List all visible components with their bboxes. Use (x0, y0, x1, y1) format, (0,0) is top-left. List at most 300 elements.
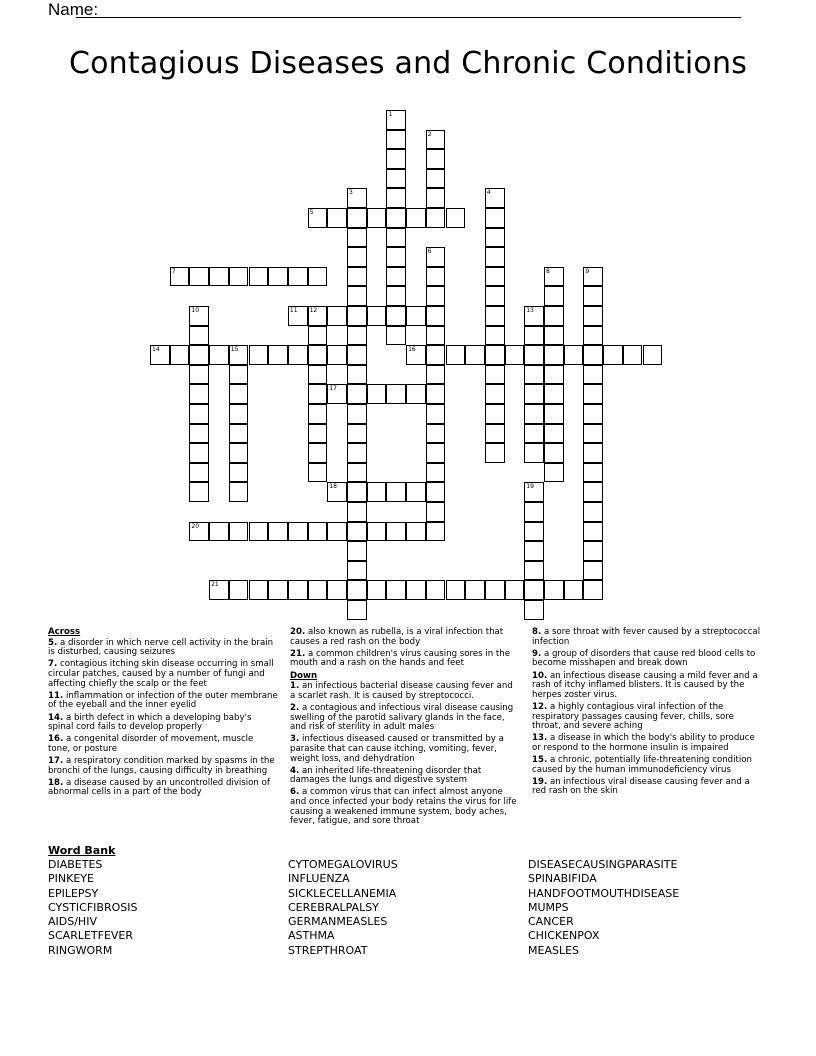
grid-cell[interactable] (386, 286, 406, 306)
grid-cell[interactable] (229, 424, 249, 444)
clue-item (290, 735, 520, 764)
clue-item (48, 735, 278, 754)
grid-cell[interactable] (150, 345, 170, 365)
grid-cell[interactable] (583, 345, 603, 365)
grid-cell[interactable] (386, 149, 406, 169)
grid-cell[interactable] (249, 522, 269, 542)
grid-cell[interactable] (426, 502, 446, 522)
word-bank-column-3 (528, 858, 679, 958)
grid-cell[interactable] (347, 502, 367, 522)
clue-number: 8. (532, 627, 542, 637)
clue-number-label: 16 (408, 346, 416, 354)
word-bank-entry: DIABETES (48, 858, 103, 871)
clue-text: an inherited life-threatening disorder that damages the lungs and digestive system (290, 765, 482, 786)
grid-cell[interactable] (485, 286, 505, 306)
grid-cell[interactable] (485, 306, 505, 326)
grid-cell[interactable] (426, 286, 446, 306)
grid-cell[interactable] (229, 345, 249, 365)
grid-cell[interactable] (505, 580, 525, 600)
grid-cell[interactable] (347, 404, 367, 424)
clue-number-label: 19 (526, 483, 534, 491)
grid-cell[interactable] (189, 326, 209, 346)
grid-cell[interactable] (189, 267, 209, 287)
clue-item (532, 672, 762, 701)
grid-cell[interactable] (583, 580, 603, 600)
grid-cell[interactable] (583, 326, 603, 346)
grid-cell[interactable] (426, 424, 446, 444)
clue-item (48, 714, 278, 733)
clue-text: a disease in which the body's ability to produce or respond to the hormone insulin is impaired (532, 733, 755, 753)
clue-number: 15. (532, 755, 548, 766)
grid-cell[interactable] (524, 365, 544, 385)
clue-number: 5. (48, 637, 58, 648)
grid-cell[interactable] (406, 208, 426, 228)
grid-cell[interactable] (229, 443, 249, 463)
grid-cell[interactable] (426, 306, 446, 326)
grid-cell[interactable] (347, 365, 367, 385)
grid-cell[interactable] (249, 345, 269, 365)
grid-cell[interactable] (288, 306, 308, 326)
grid-cell[interactable] (485, 208, 505, 228)
grid-cell[interactable] (189, 522, 209, 542)
grid-cell[interactable] (308, 424, 328, 444)
grid-cell[interactable] (524, 561, 544, 581)
grid-cell[interactable] (583, 404, 603, 424)
down-heading: Down (290, 670, 318, 681)
grid-cell[interactable] (524, 541, 544, 561)
grid-cell[interactable] (524, 345, 544, 365)
grid-cell[interactable] (524, 404, 544, 424)
grid-cell[interactable] (347, 463, 367, 483)
clue-number-label: 6 (427, 248, 432, 256)
grid-cell[interactable] (583, 502, 603, 522)
clue-number-label: 2 (427, 130, 432, 138)
grid-cell[interactable] (347, 541, 367, 561)
grid-cell[interactable] (406, 482, 426, 502)
grid-cell[interactable] (249, 267, 269, 287)
grid-cell[interactable] (643, 345, 663, 365)
grid-cell[interactable] (229, 404, 249, 424)
grid-cell[interactable] (308, 580, 328, 600)
grid-cell[interactable] (426, 580, 446, 600)
grid-cell[interactable] (544, 384, 564, 404)
word-bank-entry: DISEASECAUSINGPARASITE (528, 858, 678, 871)
grid-cell[interactable] (564, 345, 584, 365)
grid-cell[interactable] (524, 502, 544, 522)
grid-cell[interactable] (367, 208, 387, 228)
grid-cell[interactable] (485, 247, 505, 267)
grid-cell[interactable] (544, 463, 564, 483)
grid-cell[interactable] (170, 267, 190, 287)
grid-cell[interactable] (406, 580, 426, 600)
grid-cell[interactable] (189, 424, 209, 444)
grid-cell[interactable] (308, 443, 328, 463)
grid-cell[interactable] (347, 228, 367, 248)
clue-item (290, 704, 520, 733)
grid-cell[interactable] (524, 600, 544, 620)
word-bank-entry: CYTOMEGALOVIRUS (288, 858, 398, 871)
grid-cell[interactable] (544, 365, 564, 385)
grid-cell[interactable] (229, 522, 249, 542)
clue-number-label: 8 (546, 267, 550, 275)
clue-item (532, 778, 762, 797)
grid-cell[interactable] (308, 208, 328, 228)
word-bank-entry: SICKLECELLANEMIA (288, 886, 397, 900)
grid-cell[interactable] (485, 384, 505, 404)
grid-cell[interactable] (308, 306, 328, 326)
grid-cell[interactable] (367, 522, 387, 542)
grid-cell[interactable] (386, 306, 406, 326)
grid-cell[interactable] (209, 522, 229, 542)
clue-text: a respiratory condition marked by spasms in the bronchi of the lungs, causing difficulty in breathing (48, 756, 275, 776)
grid-cell[interactable] (426, 365, 446, 385)
clue-number-label: 20 (191, 522, 200, 530)
clue-text: a disorder in which nerve cell activity in the brain is disturbed, causing seizures (48, 637, 274, 658)
grid-cell[interactable] (327, 522, 347, 542)
grid-cell[interactable] (426, 384, 446, 404)
clue-number: 3. (290, 734, 300, 745)
grid-cell[interactable] (386, 326, 406, 346)
grid-cell[interactable] (485, 580, 505, 600)
grid-cell[interactable] (583, 306, 603, 326)
grid-cell[interactable] (465, 345, 485, 365)
clue-number: 16. (48, 734, 64, 745)
clue-item (48, 779, 278, 798)
grid-cell[interactable] (288, 267, 308, 287)
grid-cell[interactable] (209, 345, 229, 365)
grid-cell[interactable] (524, 482, 544, 502)
grid-cell[interactable] (229, 365, 249, 385)
grid-cell[interactable] (229, 267, 249, 287)
grid-cell[interactable] (170, 345, 190, 365)
grid-cell[interactable] (544, 424, 564, 444)
grid-cell[interactable] (189, 384, 209, 404)
grid-cell[interactable] (189, 306, 209, 326)
grid-cell[interactable] (347, 424, 367, 444)
grid-cell[interactable] (308, 267, 328, 287)
grid-cell[interactable] (288, 522, 308, 542)
clue-item (532, 703, 762, 732)
clue-text: a chronic, potentially life-threatening condition caused by the human immunodeficiency virus (532, 755, 752, 775)
clue-number: 18. (48, 777, 64, 788)
grid-cell[interactable] (485, 365, 505, 385)
clue-item (532, 756, 762, 775)
grid-cell[interactable] (229, 482, 249, 502)
grid-cell[interactable] (386, 247, 406, 267)
grid-cell[interactable] (347, 247, 367, 267)
grid-cell[interactable] (426, 345, 446, 365)
clue-text: a birth defect in which a developing baby's spinal cord fails to develop properly (48, 712, 252, 733)
grid-cell[interactable] (544, 286, 564, 306)
clue-item (290, 628, 520, 647)
grid-cell[interactable] (583, 365, 603, 385)
grid-cell[interactable] (524, 580, 544, 600)
clue-number-label: 7 (171, 267, 176, 275)
grid-cell[interactable] (347, 188, 367, 208)
grid-cell[interactable] (544, 306, 564, 326)
grid-cell[interactable] (386, 130, 406, 150)
grid-cell[interactable] (485, 228, 505, 248)
clue-number-label: 15 (230, 346, 239, 354)
grid-cell[interactable] (386, 522, 406, 542)
clue-item (48, 660, 278, 689)
grid-cell[interactable] (583, 522, 603, 542)
grid-cell[interactable] (583, 541, 603, 561)
clue-number: 20. (290, 627, 306, 637)
grid-cell[interactable] (544, 443, 564, 463)
grid-cell[interactable] (367, 384, 387, 404)
grid-cell[interactable] (386, 169, 406, 189)
grid-cell[interactable] (426, 188, 446, 208)
word-bank-entry: AIDS/HIV (48, 915, 97, 929)
grid-cell[interactable] (583, 443, 603, 463)
clue-number-label: 12 (309, 307, 318, 314)
grid-cell[interactable] (386, 580, 406, 600)
clue-text: also known as rubella, is a viral infection that causes a red rash on the body (290, 627, 504, 647)
name-label: Name: (48, 0, 99, 19)
word-bank-entry: PINKEYE (48, 872, 94, 886)
grid-cell[interactable] (308, 463, 328, 483)
grid-cell[interactable] (209, 267, 229, 287)
grid-cell[interactable] (268, 267, 288, 287)
grid-cell[interactable] (347, 522, 367, 542)
grid-cell[interactable] (426, 522, 446, 542)
grid-cell[interactable] (485, 188, 505, 208)
grid-cell[interactable] (465, 580, 485, 600)
clue-text: a common virus that can infect almost anyone and once infected your body retains the virus for life causing a weakened immune system, body aches, fever, fatigue, and sore throat (290, 787, 517, 827)
grid-cell[interactable] (485, 326, 505, 346)
grid-cell[interactable] (288, 345, 308, 365)
word-bank-title: Word Bank (48, 844, 116, 857)
clue-text: a common children's virus causing sores in the mouth and a rash on the hands and feet (290, 648, 511, 669)
grid-cell[interactable] (189, 345, 209, 365)
grid-cell[interactable] (426, 463, 446, 483)
clue-item (48, 757, 278, 776)
word-bank-entry: SPINABIFIDA (528, 872, 597, 886)
grid-cell[interactable] (446, 208, 466, 228)
grid-cell[interactable] (485, 267, 505, 287)
grid-cell[interactable] (386, 110, 406, 130)
grid-cell[interactable] (485, 404, 505, 424)
grid-cell[interactable] (347, 600, 367, 620)
grid-cell[interactable] (308, 326, 328, 346)
grid-cell[interactable] (544, 580, 564, 600)
grid-cell[interactable] (229, 463, 249, 483)
grid-cell[interactable] (288, 580, 308, 600)
grid-cell[interactable] (603, 345, 623, 365)
grid-cell[interactable] (386, 267, 406, 287)
grid-cell[interactable] (583, 384, 603, 404)
clue-number: 7. (48, 659, 58, 670)
grid-cell[interactable] (446, 345, 466, 365)
grid-cell[interactable] (426, 326, 446, 346)
clue-item (48, 639, 278, 658)
grid-cell[interactable] (524, 306, 544, 326)
grid-cell[interactable] (367, 306, 387, 326)
grid-cell[interactable] (564, 580, 584, 600)
clue-number: 13. (532, 733, 548, 744)
word-bank-entry: MEASLES (528, 943, 580, 957)
clue-number: 10. (532, 670, 548, 681)
grid-cell[interactable] (308, 345, 328, 365)
grid-cell[interactable] (327, 306, 347, 326)
clue-text: an infectious disease causing a mild fever and a rash of itchy inflamed blisters. It is caused by the herpes zoster virus. (532, 670, 758, 700)
clue-number-label: 9 (585, 267, 590, 275)
word-bank-entry: RINGWORM (48, 943, 113, 957)
grid-cell[interactable] (426, 169, 446, 189)
grid-cell[interactable] (583, 267, 603, 287)
clue-number-label: 4 (486, 189, 491, 197)
grid-cell[interactable] (268, 345, 288, 365)
grid-cell[interactable] (426, 443, 446, 463)
word-bank-column-2 (288, 858, 398, 958)
grid-cell[interactable] (229, 384, 249, 404)
grid-cell[interactable] (347, 561, 367, 581)
clue-item (532, 650, 762, 669)
clue-number-label: 10 (191, 307, 200, 314)
grid-cell[interactable] (347, 326, 367, 346)
clue-text: a congenital disorder of movement, muscle tone, or posture (48, 734, 254, 754)
clue-item (48, 692, 278, 711)
clues-column-2 (290, 628, 520, 829)
clue-number-label: 14 (152, 346, 160, 354)
clue-text: an infectious bacterial disease causing fever and a scarlet rash. It is caused by streptococci. (290, 681, 513, 701)
clue-number: 12. (532, 701, 548, 712)
grid-cell[interactable] (623, 345, 643, 365)
grid-cell[interactable] (327, 482, 347, 502)
grid-cell[interactable] (327, 580, 347, 600)
clue-number-label: 3 (349, 189, 353, 197)
clue-number: 21. (290, 648, 306, 659)
grid-cell[interactable] (386, 228, 406, 248)
grid-cell[interactable] (347, 580, 367, 600)
grid-cell[interactable] (268, 580, 288, 600)
grid-cell[interactable] (268, 522, 288, 542)
grid-cell[interactable] (367, 580, 387, 600)
grid-cell[interactable] (386, 482, 406, 502)
grid-cell[interactable] (583, 424, 603, 444)
grid-cell[interactable] (544, 267, 564, 287)
grid-cell[interactable] (583, 463, 603, 483)
grid-cell[interactable] (209, 580, 229, 600)
grid-cell[interactable] (327, 384, 347, 404)
clues-column-1 (48, 628, 278, 801)
grid-cell[interactable] (347, 286, 367, 306)
grid-cell[interactable] (485, 424, 505, 444)
grid-cell[interactable] (386, 208, 406, 228)
grid-cell[interactable] (386, 188, 406, 208)
grid-cell[interactable] (308, 522, 328, 542)
clue-text: an infectious viral disease causing fever and a red rash on the skin (532, 776, 750, 797)
grid-cell[interactable] (308, 384, 328, 404)
grid-cell[interactable] (544, 345, 564, 365)
word-bank-entry: ASTHMA (288, 929, 335, 943)
grid-cell[interactable] (583, 286, 603, 306)
grid-cell[interactable] (327, 208, 347, 228)
clue-number: 11. (48, 690, 64, 701)
page-title: Contagious Diseases and Chronic Conditions (68, 46, 748, 81)
grid-cell[interactable] (327, 345, 347, 365)
word-bank-entry: CEREBRALPALSY (288, 900, 379, 914)
word-bank-entry: MUMPS (528, 900, 569, 914)
grid-cell[interactable] (446, 580, 466, 600)
grid-cell[interactable] (524, 522, 544, 542)
grid-cell[interactable] (505, 345, 525, 365)
word-bank-entry: STREPTHROAT (288, 943, 368, 957)
grid-cell[interactable] (524, 326, 544, 346)
grid-cell[interactable] (308, 404, 328, 424)
grid-cell[interactable] (386, 384, 406, 404)
grid-cell[interactable] (347, 384, 367, 404)
word-bank-entry: CANCER (528, 915, 574, 929)
grid-cell[interactable] (249, 580, 269, 600)
grid-cell[interactable] (406, 306, 426, 326)
grid-cell[interactable] (347, 267, 367, 287)
clue-text: a disease caused by an uncontrolled division of abnormal cells in a part of the body (48, 777, 270, 798)
grid-cell[interactable] (308, 365, 328, 385)
grid-cell[interactable] (524, 443, 544, 463)
across-heading: Across (48, 627, 81, 637)
clue-number: 6. (290, 787, 300, 798)
grid-cell[interactable] (347, 345, 367, 365)
clue-item (290, 788, 520, 826)
grid-cell[interactable] (524, 384, 544, 404)
grid-cell[interactable] (406, 522, 426, 542)
clue-number: 1. (290, 681, 300, 692)
grid-cell[interactable] (544, 404, 564, 424)
grid-cell[interactable] (485, 345, 505, 365)
grid-cell[interactable] (406, 384, 426, 404)
clue-text: inflammation or infection of the outer membrane of the eyeball and the inner eyelid (48, 690, 278, 711)
grid-cell[interactable] (189, 365, 209, 385)
clue-number: 17. (48, 756, 64, 767)
word-bank-column-1 (48, 858, 137, 958)
grid-cell[interactable] (426, 247, 446, 267)
clue-number: 19. (532, 776, 548, 787)
grid-cell[interactable] (426, 267, 446, 287)
grid-cell[interactable] (367, 482, 387, 502)
grid-cell[interactable] (347, 482, 367, 502)
grid-cell[interactable] (406, 345, 426, 365)
grid-cell[interactable] (426, 404, 446, 424)
clue-item (532, 628, 762, 647)
grid-cell[interactable] (189, 443, 209, 463)
clue-text: a sore throat with fever caused by a streptococcal infection (532, 627, 761, 647)
grid-cell[interactable] (189, 463, 209, 483)
grid-cell[interactable] (485, 443, 505, 463)
grid-cell[interactable] (426, 130, 446, 150)
clue-number-label: 1 (388, 111, 393, 118)
clue-number-label: 13 (526, 307, 534, 314)
grid-cell[interactable] (229, 580, 249, 600)
grid-cell[interactable] (524, 424, 544, 444)
grid-cell[interactable] (347, 443, 367, 463)
grid-cell[interactable] (426, 149, 446, 169)
grid-cell[interactable] (347, 306, 367, 326)
clue-number: 2. (290, 702, 300, 713)
grid-cell[interactable] (426, 482, 446, 502)
grid-cell[interactable] (544, 326, 564, 346)
clue-number-label: 11 (289, 307, 298, 314)
grid-cell[interactable] (189, 482, 209, 502)
word-bank-entry: CYSTICFIBROSIS (48, 900, 138, 914)
clue-number: 9. (532, 648, 542, 659)
grid-cell[interactable] (583, 561, 603, 581)
grid-cell[interactable] (426, 208, 446, 228)
grid-cell[interactable] (583, 482, 603, 502)
grid-cell[interactable] (347, 208, 367, 228)
grid-cell[interactable] (189, 404, 209, 424)
